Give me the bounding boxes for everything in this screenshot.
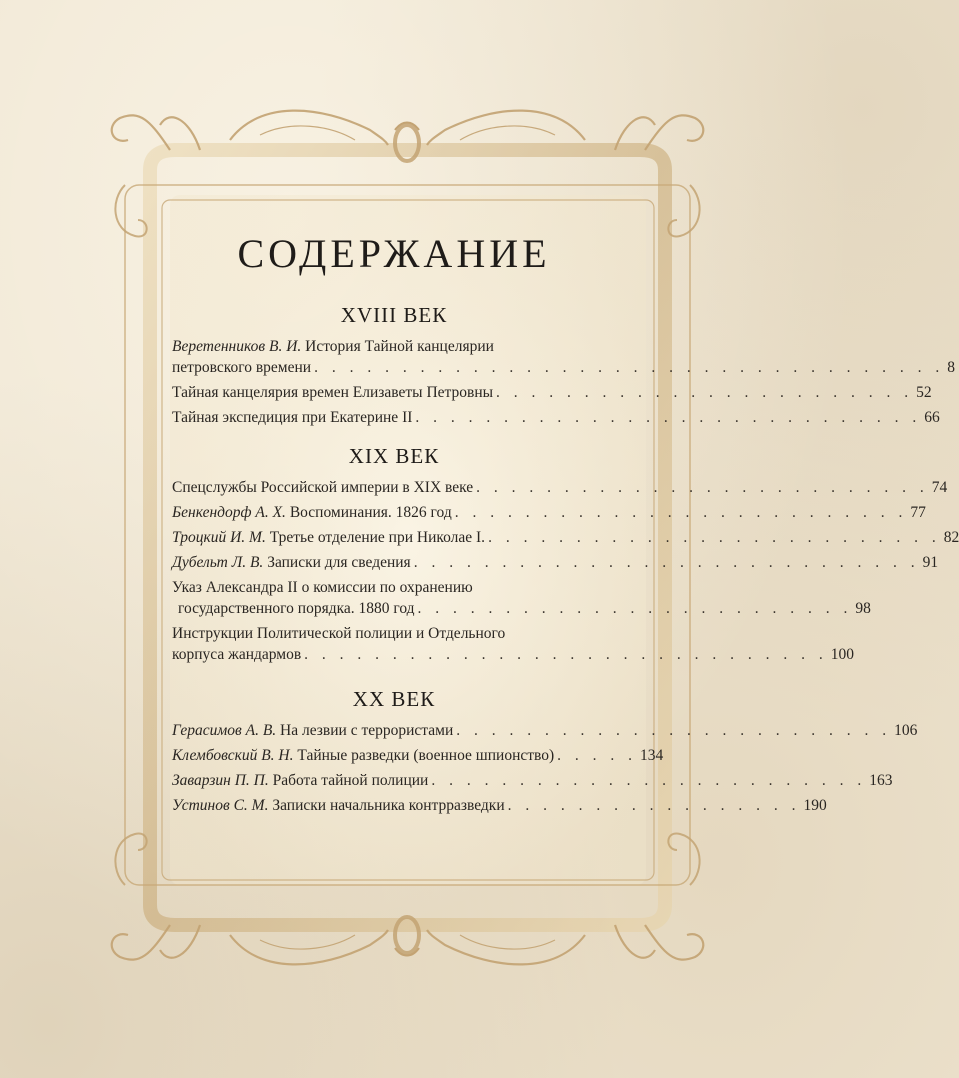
toc-entry[interactable] [172,502,926,523]
toc-entry[interactable] [172,577,871,619]
entry-author: Герасимов А. В. [172,722,277,739]
toc-entry[interactable] [172,477,948,498]
entry-title-line1: Инструкции Политической полиции и Отдельного [172,625,506,642]
entry-author: Заварзин П. П. [172,772,269,789]
entry-page: 91 [922,554,939,571]
leader-dots: . . . . . . . . . . . . . . . . . . . . . . . . . . . . . [413,554,920,571]
entry-title: Работа тайной полиции [272,772,429,789]
entry-page: 82 [943,529,959,546]
entry-title: Записки для сведения [267,554,411,571]
toc-entry[interactable] [172,623,855,665]
entry-title-line2: петровского времени [172,359,312,376]
entry-title: Воспоминания. 1826 год [289,504,452,521]
entry-title: Спецслужбы Российской империи в XIX веке [172,479,474,496]
leader-dots: . . . . . . . . . . . . . . . . . . . . . . . . . [417,600,853,617]
entry-title-line1: История Тайной канцелярии [305,338,494,355]
entry-page: 66 [924,409,940,426]
entry-author: Веретенников В. И. [172,338,302,355]
leader-dots: . . . . . . . . . . . . . . . . . . . . . . . . . . [476,479,929,496]
entry-page: 190 [803,797,827,814]
page-title: СОДЕРЖАНИЕ [237,231,551,276]
leader-dots: . . . . . . . . . . . . . . . . . . . . . . . . . [456,722,892,739]
entry-author: Устинов С. М. [172,797,269,814]
entry-title-line2: корпуса жандармов [172,646,302,663]
entry-page: 134 [640,747,664,764]
entry-author: Бенкендорф А. Х. [172,504,286,521]
entry-page: 8 [947,359,955,376]
leader-dots: . . . . . . . . . . . . . . . . . . . . . . . . . . [454,504,908,521]
toc-entry[interactable] [172,527,959,548]
leader-dots: . . . . . . . . . . . . . . . . . . . . . . . . . . [488,529,941,546]
entry-title: Тайные разведки (военное шпионство) [297,747,555,764]
left-scroll [115,185,146,885]
section-xix [172,444,959,665]
toc-entry[interactable] [172,382,932,403]
leader-dots: . . . . . . . . . . . . . . . . . . . . . . . . [496,384,914,401]
entry-title: Тайная канцелярия времен Елизаветы Петровны [172,384,494,401]
entry-page: 163 [869,772,893,789]
entry-title: На лезвии с террористами [280,722,454,739]
section-heading: XX ВЕК [352,687,436,711]
entry-page: 74 [931,479,948,496]
table-of-contents [172,230,959,820]
toc-entry[interactable] [172,745,664,766]
toc-entry[interactable] [172,720,918,741]
leader-dots: . . . . . [557,747,638,764]
entry-author: Дубельт Л. В. [172,554,264,571]
entry-title-line2: государственного порядка. 1880 год [178,600,415,617]
entry-author: Троцкий И. М. [172,529,266,546]
section-xx [172,687,918,816]
entry-title: Записки начальника контрразведки [272,797,505,814]
entry-title: Тайная экспедиция при Екатерине II [172,409,413,426]
section-xviii [172,303,955,428]
entry-page: 98 [855,600,871,617]
leader-dots: . . . . . . . . . . . . . . . . . . . . . . . . . . . . . . . . . . . . [314,359,945,376]
section-heading: XVIII ВЕК [340,303,448,327]
entry-page: 77 [910,504,926,521]
entry-title-line1: Указ Александра II о комиссии по охранению [172,579,473,596]
entry-page: 100 [830,646,855,663]
toc-entry[interactable] [172,336,955,378]
toc-entry[interactable] [172,770,893,791]
leader-dots: . . . . . . . . . . . . . . . . . [507,797,801,814]
entry-author: Клембовский В. Н. [172,747,294,764]
entry-page: 52 [916,384,932,401]
toc-entry[interactable] [172,407,940,428]
leader-dots: . . . . . . . . . . . . . . . . . . . . . . . . . [431,772,867,789]
leader-dots: . . . . . . . . . . . . . . . . . . . . . . . . . . . . . [415,409,922,426]
entry-title: Третье отделение при Николае I. [269,529,486,546]
toc-entry[interactable] [172,552,939,573]
entry-page: 106 [894,722,918,739]
section-heading: XIX ВЕК [348,444,440,468]
leader-dots: . . . . . . . . . . . . . . . . . . . . . . . . . . . . . . [304,646,828,663]
toc-entry[interactable] [172,795,827,816]
